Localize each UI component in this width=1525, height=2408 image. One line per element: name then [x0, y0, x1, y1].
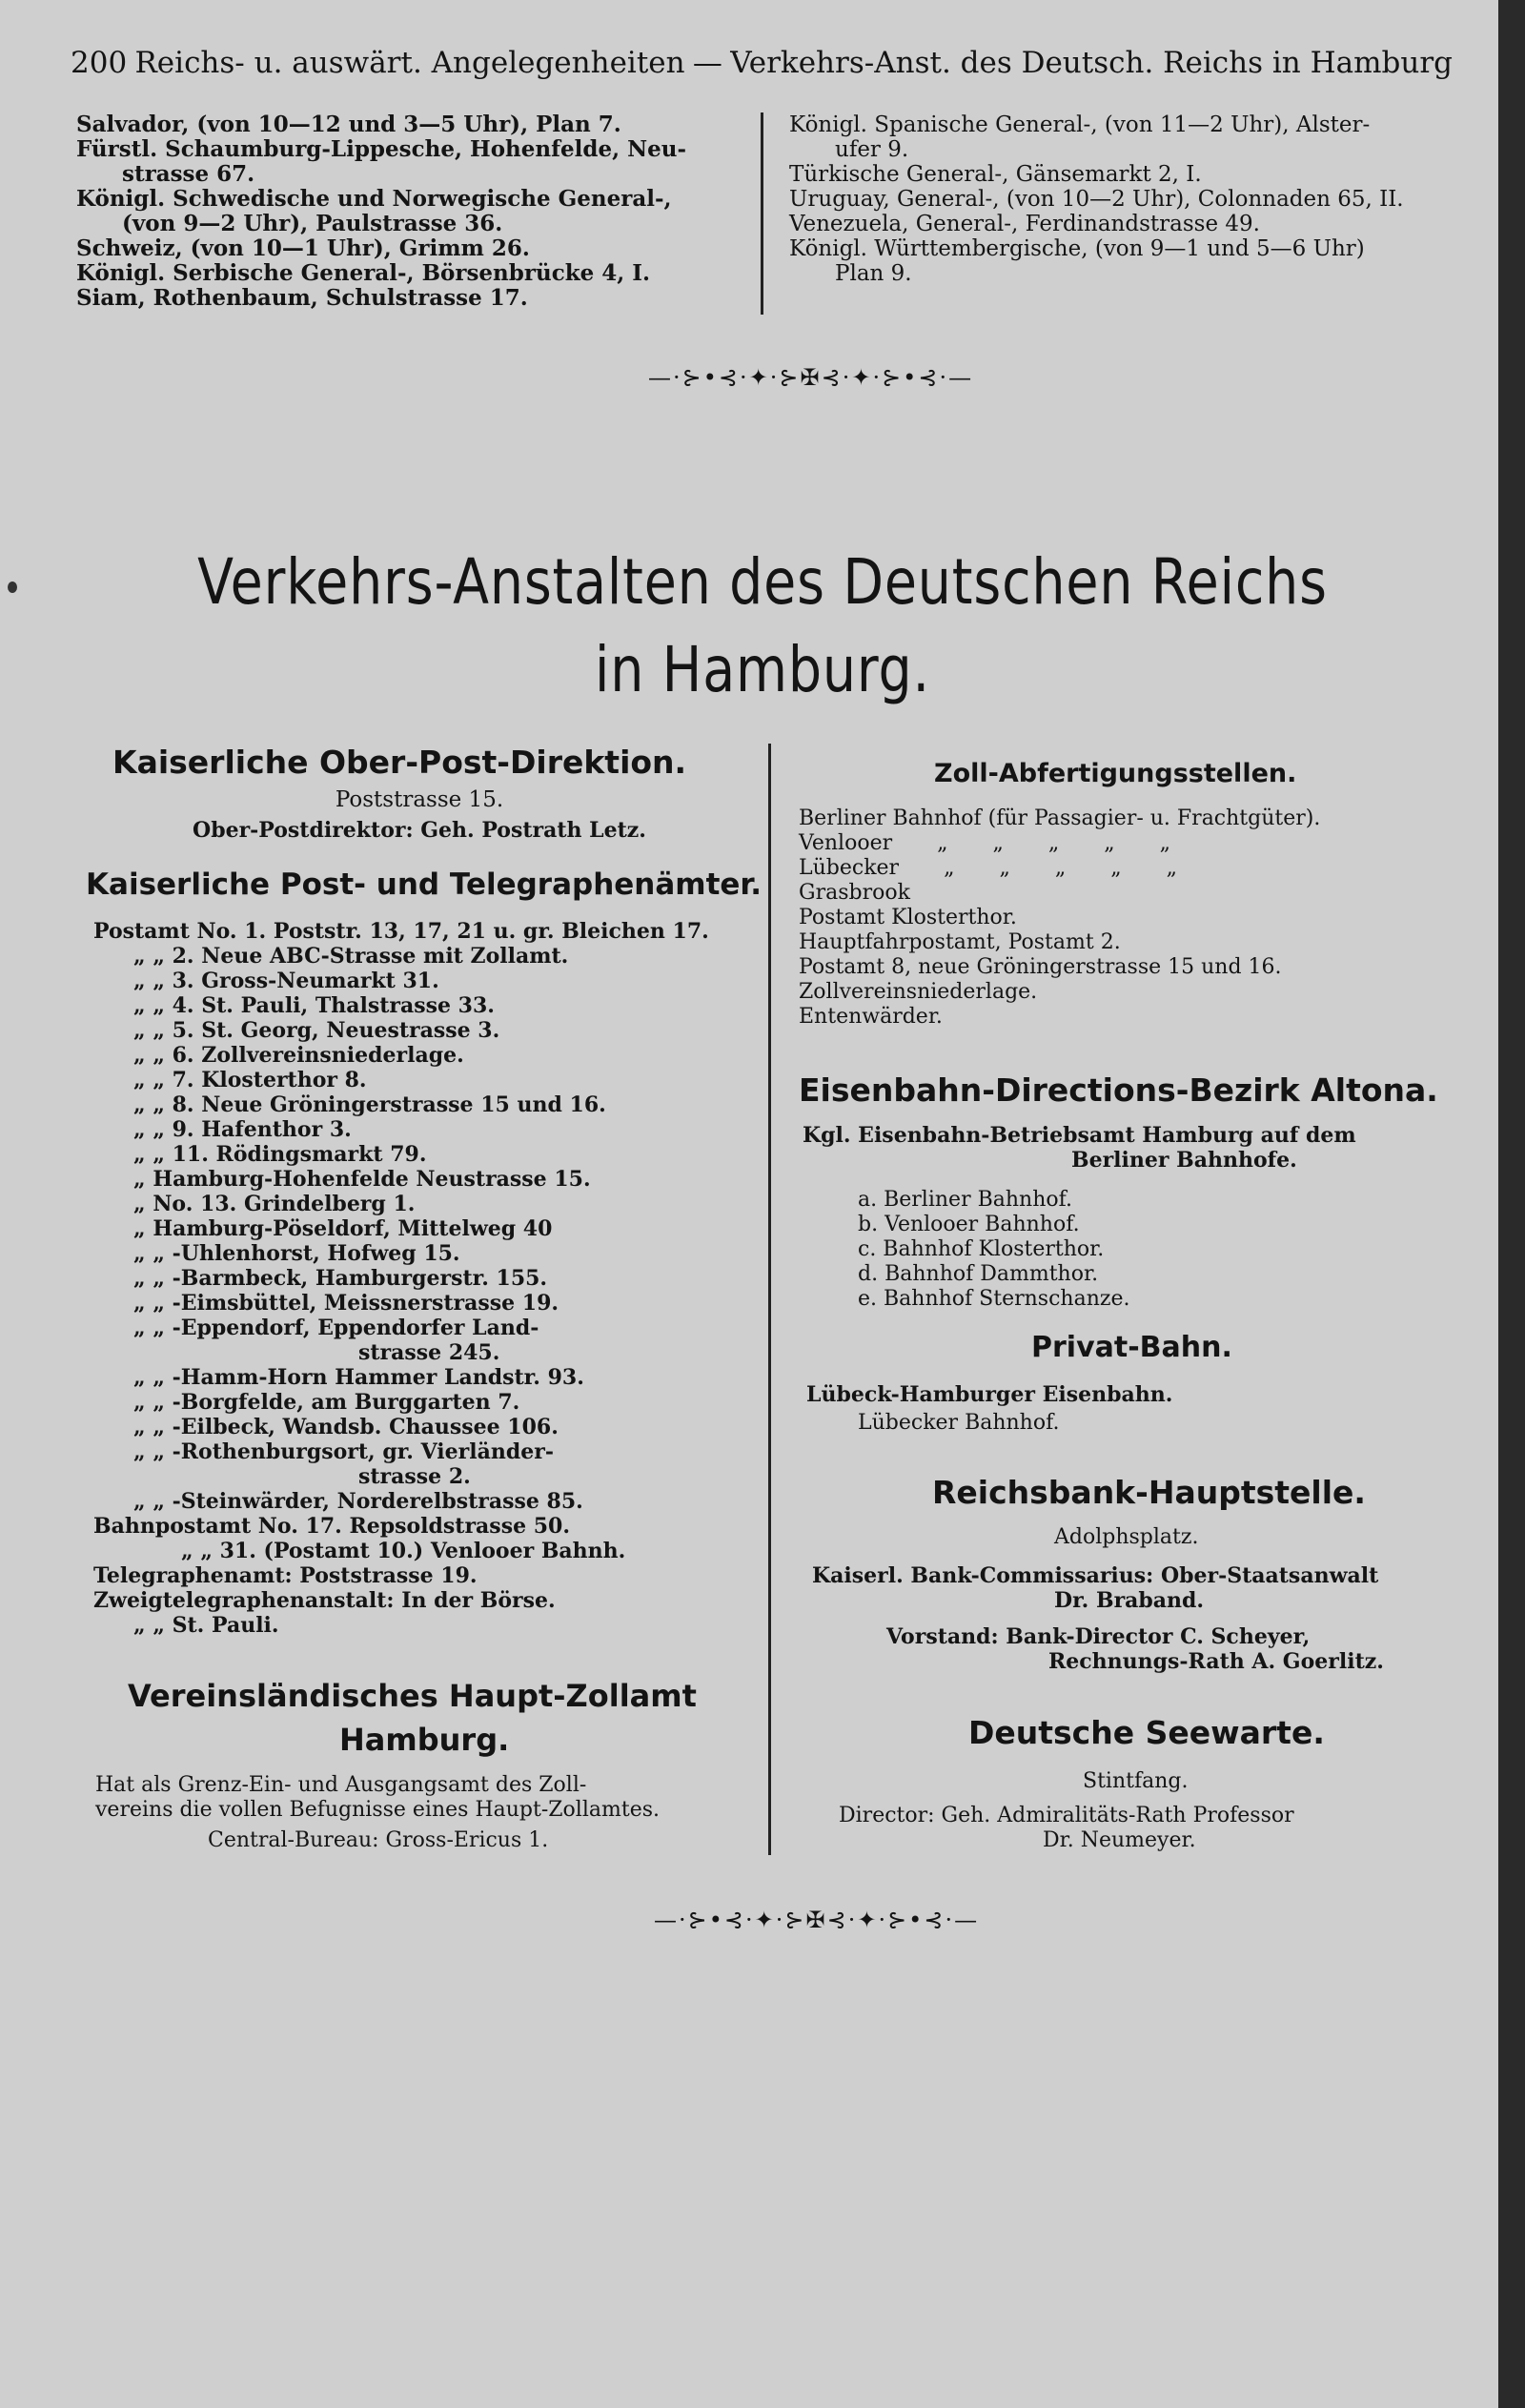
post-line: „ Hamburg-Pöseldorf, Mittelweg 40: [133, 1216, 553, 1241]
listing-line: Türkische General-, Gänsemarkt 2, I.: [789, 162, 1202, 187]
eisenbahn-sub: Kgl. Eisenbahn-Betriebsamt Hamburg auf dem: [803, 1123, 1356, 1148]
post-line: „ „ 5. St. Georg, Neuestrasse 3.: [133, 1018, 500, 1043]
listing-line: Fürstl. Schaumburg-Lippesche, Hohenfelde, Neu-: [76, 136, 687, 162]
abf-line: Venlooer „ „ „ „ „: [799, 831, 1171, 855]
seewarte-director: Director: Geh. Admiralitäts-Rath Professor: [839, 1804, 1294, 1827]
listing-line: Königl. Serbische General-, Börsenbrücke 4, I.: [76, 260, 651, 286]
listing-line: strasse 67.: [122, 161, 255, 187]
abf-line: Postamt 8, neue Gröningerstrasse 15 und 16.: [799, 955, 1282, 979]
post-line: „ „ 7. Klosterthor 8.: [133, 1068, 367, 1092]
opd-director: Ober-Postdirektor: Geh. Postrath Letz.: [193, 818, 646, 843]
abf-line: Berliner Bahnhof (für Passagier- u. Frachtgüter).: [799, 806, 1321, 830]
reichsbank-vorstand: Rechnungs-Rath A. Goerlitz.: [1048, 1649, 1384, 1674]
post-line: strasse 245.: [358, 1340, 500, 1365]
header-left-title: Reichs- u. auswärt. Angelegenheiten: [134, 46, 685, 80]
abf-line: Postamt Klosterthor.: [799, 906, 1017, 929]
post-line: Bahnpostamt No. 17. Repsoldstrasse 50.: [93, 1514, 571, 1539]
post-line: Zweigtelegraphenanstalt: In der Börse.: [93, 1588, 556, 1613]
reichsbank-address: Adolphsplatz.: [1054, 1525, 1199, 1549]
post-line: „ „ -Steinwärder, Norderelbstrasse 85.: [133, 1489, 583, 1514]
zoll-text-line: vereins die vollen Befugnisse eines Haupt-Zollamtes.: [95, 1798, 660, 1822]
opd-address: Poststrasse 15.: [335, 787, 504, 812]
post-line: „ „ -Eilbeck, Wandsb. Chaussee 106.: [133, 1415, 559, 1439]
post-line: „ „ 3. Gross-Neumarkt 31.: [133, 969, 439, 993]
post-line: „ Hamburg-Hohenfelde Neustrasse 15.: [133, 1167, 591, 1192]
abf-line: Entenwärder.: [799, 1005, 943, 1029]
listing-line: Königl. Württembergische, (von 9—1 und 5—6 Uhr): [789, 236, 1365, 261]
post-line: „ „ -Eimsbüttel, Meissnerstrasse 19.: [133, 1291, 559, 1316]
reichsbank-commissar: Dr. Braband.: [1054, 1588, 1205, 1613]
column-divider: [768, 744, 771, 1855]
section-heading-reichsbank: Reichsbank-Hauptstelle.: [932, 1474, 1366, 1511]
section-heading-privatbahn: Privat-Bahn.: [1031, 1331, 1232, 1364]
listing-line: Königl. Schwedische und Norwegische General-,: [76, 186, 672, 212]
column-divider: [761, 112, 763, 315]
ornament-divider-top: —·⊱•⊰·✦·⊱✠⊰·✦·⊱•⊰·—: [648, 364, 974, 391]
bahnhof-line: d. Bahnhof Dammthor.: [858, 1262, 1099, 1286]
bahnhof-line: b. Venlooer Bahnhof.: [858, 1213, 1080, 1236]
section-heading-seewarte: Deutsche Seewarte.: [968, 1714, 1325, 1751]
post-line: „ „ 2. Neue ABC-Strasse mit Zollamt.: [133, 944, 569, 969]
post-line: „ „ 31. (Postamt 10.) Venlooer Bahnh.: [181, 1539, 626, 1563]
post-line: „ „ -Hamm-Horn Hammer Landstr. 93.: [133, 1365, 584, 1390]
zoll-text-line: Hat als Grenz-Ein- und Ausgangsamt des Zoll-: [95, 1773, 587, 1797]
section-heading-eisenbahn: Eisenbahn-Directions-Bezirk Altona.: [799, 1071, 1438, 1109]
post-line: Telegraphenamt: Poststrasse 19.: [93, 1563, 478, 1588]
listing-line: Salvador, (von 10—12 und 3—5 Uhr), Plan 7.: [76, 112, 621, 137]
post-line: „ „ 4. St. Pauli, Thalstrasse 33.: [133, 993, 495, 1018]
section-heading-opd: Kaiserliche Ober-Post-Direktion.: [112, 744, 687, 781]
listing-line: Schweiz, (von 10—1 Uhr), Grimm 26.: [76, 235, 530, 261]
post-line: „ „ -Borgfelde, am Burggarten 7.: [133, 1390, 520, 1415]
privatbahn-line: Lübeck-Hamburger Eisenbahn.: [806, 1382, 1173, 1407]
zoll-bureau: Central-Bureau: Gross-Ericus 1.: [208, 1828, 549, 1852]
main-title-line1: Verkehrs-Anstalten des Deutschen Reichs: [197, 545, 1328, 619]
section-heading-abfertigung: Zoll-Abfertigungsstellen.: [934, 759, 1297, 788]
abf-line: Lübecker „ „ „ „ „: [799, 856, 1178, 880]
seewarte-director: Dr. Neumeyer.: [1043, 1828, 1196, 1852]
listing-line: Uruguay, General-, (von 10—2 Uhr), Colonnaden 65, II.: [789, 187, 1404, 212]
eisenbahn-sub: Berliner Bahnhofe.: [1071, 1148, 1297, 1173]
header-right-title: Verkehrs-Anst. des Deutsch. Reichs in Hamburg: [730, 46, 1453, 80]
running-header: [71, 46, 1453, 80]
listing-line: Plan 9.: [835, 261, 912, 286]
post-line: „ „ 6. Zollvereinsniederlage.: [133, 1043, 464, 1068]
page-number: 200: [71, 46, 128, 80]
seewarte-address: Stintfang.: [1083, 1769, 1189, 1793]
listing-line: Siam, Rothenbaum, Schulstrasse 17.: [76, 285, 528, 311]
post-line: Postamt No. 1. Poststr. 13, 17, 21 u. gr. Bleichen 17.: [93, 919, 709, 944]
post-line: „ „ -Eppendorf, Eppendorfer Land-: [133, 1316, 539, 1340]
post-line: „ „ 9. Hafenthor 3.: [133, 1117, 352, 1142]
header-dash: —: [692, 46, 722, 80]
post-line: „ „ 8. Neue Gröningerstrasse 15 und 16.: [133, 1092, 606, 1117]
section-heading-post: Kaiserliche Post- und Telegraphenämter.: [86, 867, 762, 902]
section-heading-zoll-line2: Hamburg.: [339, 1722, 510, 1758]
abf-line: Zollvereinsniederlage.: [799, 980, 1038, 1004]
margin-mark: [8, 582, 17, 593]
section-heading-zoll: Vereinsländisches Haupt-Zollamt: [128, 1678, 697, 1714]
listing-line: Königl. Spanische General-, (von 11—2 Uhr), Alster-: [789, 112, 1371, 137]
post-line: strasse 2.: [358, 1464, 471, 1489]
post-line: „ „ St. Pauli.: [133, 1613, 279, 1638]
listing-line: (von 9—2 Uhr), Paulstrasse 36.: [122, 211, 503, 236]
bahnhof-line: e. Bahnhof Sternschanze.: [858, 1287, 1130, 1311]
privatbahn-line: Lübecker Bahnhof.: [858, 1411, 1060, 1435]
reichsbank-vorstand: Vorstand: Bank-Director C. Scheyer,: [886, 1624, 1311, 1649]
post-line: „ „ -Barmbeck, Hamburgerstr. 155.: [133, 1266, 548, 1291]
page-binding-edge: [1498, 0, 1525, 2408]
bahnhof-line: a. Berliner Bahnhof.: [858, 1188, 1072, 1212]
bahnhof-line: c. Bahnhof Klosterthor.: [858, 1237, 1105, 1261]
main-title-line2: in Hamburg.: [594, 633, 931, 706]
abf-line: Grasbrook: [799, 881, 910, 905]
ornament-divider-bottom: —·⊱•⊰·✦·⊱✠⊰·✦·⊱•⊰·—: [654, 1907, 980, 1933]
post-line: „ „ 11. Rödingsmarkt 79.: [133, 1142, 427, 1167]
reichsbank-commissar: Kaiserl. Bank-Commissarius: Ober-Staatsanwalt: [812, 1563, 1379, 1588]
post-line: „ „ -Uhlenhorst, Hofweg 15.: [133, 1241, 460, 1266]
post-line: „ No. 13. Grindelberg 1.: [133, 1192, 416, 1216]
listing-line: Venezuela, General-, Ferdinandstrasse 49.: [789, 212, 1260, 236]
post-line: „ „ -Rothenburgsort, gr. Vierländer-: [133, 1439, 554, 1464]
abf-line: Hauptfahrpostamt, Postamt 2.: [799, 930, 1121, 954]
listing-line: ufer 9.: [835, 137, 909, 162]
